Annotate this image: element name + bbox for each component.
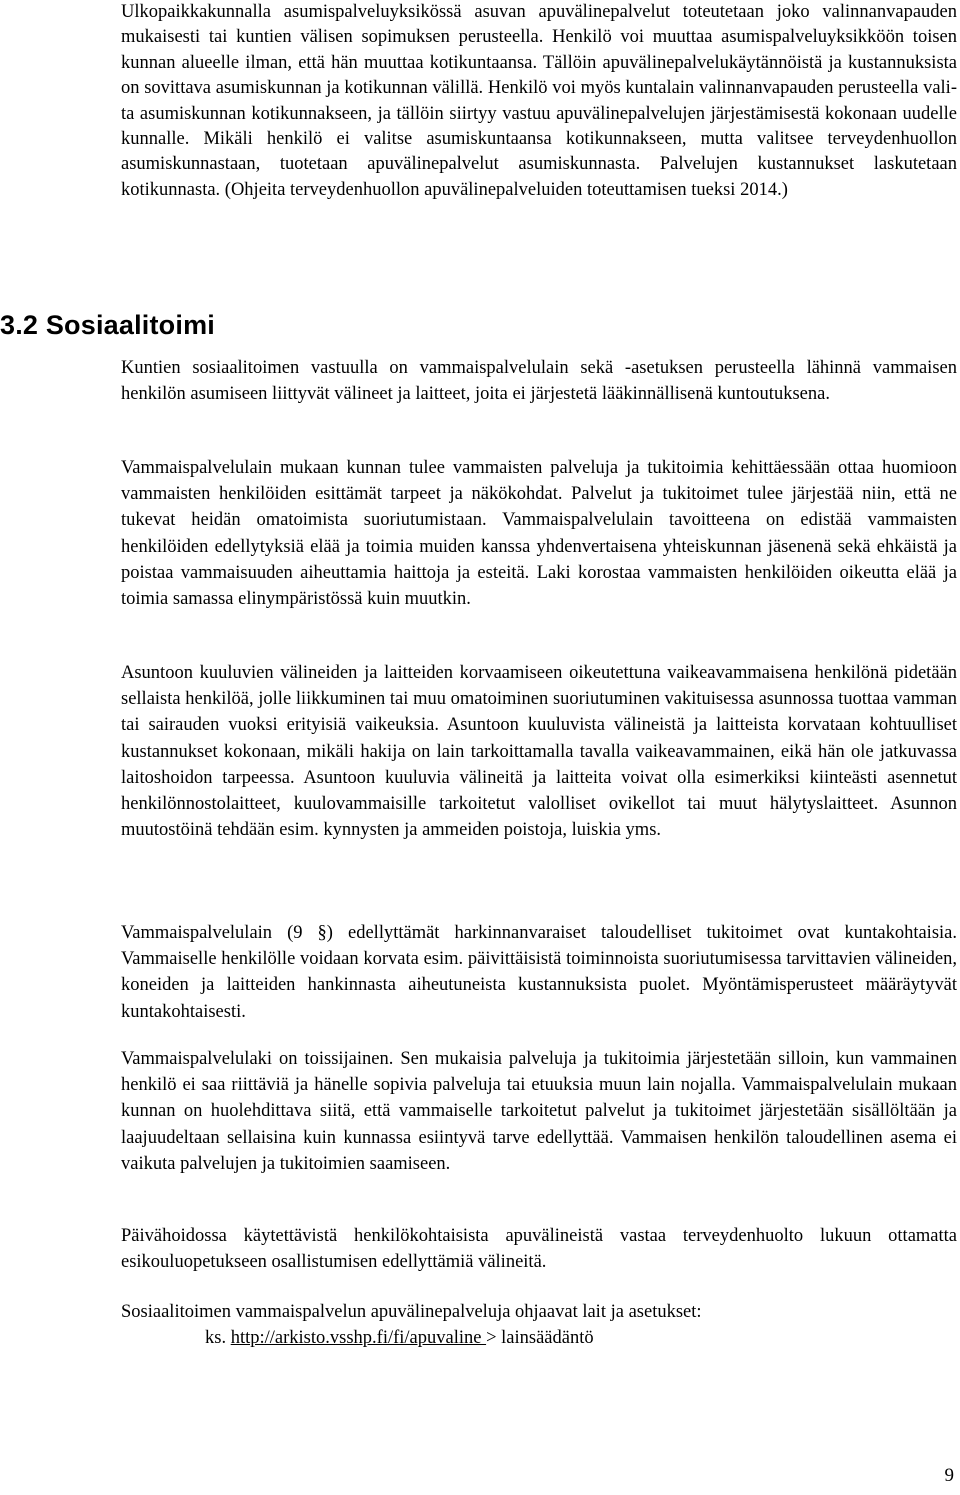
paragraph-2: Vammaispalvelulain mukaan kunnan tulee vammaisten palveluja ja tukitoimia kehittäessään ottaa huomioon vammaisten henkilöiden esittämät tarpeet ja näkökohdat. Palvelut ja tukitoimet tulee järjestää niin, että ne tukevat heidän omatoimista suoriutumistaan. Vammaispalvelulain tavoitteena on edistää vammaisten henkilöiden edellytyksiä elää ja toimia muiden kanssa yhdenvertaisena yhteiskunnan jäsenenä sekä ehkäistä ja poistaa vammaisuuden aiheuttamia haittoja ja esteitä. Laki korostaa vammaisten henkilöiden oikeutta elää ja toimia samassa elinympäristössä kuin muutkin. bbox=[121, 458, 957, 610]
reference-line bbox=[205, 1325, 594, 1351]
section-heading: 3.2 Sosiaalitoimi bbox=[0, 310, 215, 340]
closing-line: Sosiaalitoimen vammaispalvelun apuvälinepalveluja ohjaavat lait ja asetukset: bbox=[121, 1302, 702, 1322]
intro-paragraph: Ulkopaikkakunnalla asumispalveluyksikössä asuvan apuvälinepalvelut toteutetaan joko valinnanvapauden mukaisesti tai kuntien välisen sopimuksen perusteella. Henkilö voi muuttaa asumispalveluyksikköön toisen kunnan alueelle ilman, että hän muuttaa kotikuntaansa. Tällöin apuvälinepalvelukäytännöistä ja kustannuksista on sovittava asumiskunnan ja kotikunnan välillä. Henkilö voi myös kuntalain valinnanvapauden perusteella valita asumiskunnan kotikunnakseen, ja tällöin siirtyy vastuu apuvälinepalvelujen järjestämisestä kokonaan uudelle kunnalle. Mikäli henkilö ei valitse asumiskuntaansa kotikunnakseen, mutta valitsee terveydenhuollon asumiskunnastaan, tuotetaan apuvälinepalvelut asumiskunnasta. Palvelujen kustannukset laskutetaan kotikunnasta. (Ohjeita terveydenhuollon apuvälinepalveluiden toteuttamisen tueksi 2014.) bbox=[121, 2, 957, 200]
apuvaline-link[interactable]: http://arkisto.vsshp.fi/fi/apuvaline bbox=[230, 1328, 487, 1348]
page-number: 9 bbox=[944, 1465, 954, 1486]
paragraph-6: Päivähoidossa käytettävistä henkilökohtaisista apuvälineistä vastaa terveydenhuolto lukuun ottamatta esikouluopetukseen osallistumisen edellyttämiä välineitä. bbox=[121, 1226, 957, 1273]
paragraph-3: Asuntoon kuuluvien välineiden ja laitteiden korvaamiseen oikeutettuna vaikeavammaisena henkilönä pidetään sellaista henkilöä, jolle liikkuminen tai muu omatoiminen suoriutuminen vakituisessa asunnossa tuottaa vamman tai sairauden vuoksi erityisiä vaikeuksia. Asuntoon kuuluvista välineistä ja laitteista korvataan kohtuulliset kustannukset kokonaan, mikäli hakija on lain tarkoittamalla tavalla vaikeavammainen, eikä hän ole jatkuvassa laitoshoidon tarpeessa. Asuntoon kuuluvia välineitä ja laitteita voivat olla esimerkiksi kiinteästi asennetut henkilönnostolaitteet, kuulovammaisille tarkoitetut valolliset ovikellot tai muut hälytyslaitteet. Asunnon muutostöinä tehdään esim. kynnysten ja ammeiden poistoja, luiskia yms. bbox=[121, 663, 957, 841]
paragraph-4: Vammaispalvelulain (9 §) edellyttämät harkinnanvaraiset taloudelliset tukitoimet ovat kuntakohtaisia. Vammaiselle henkilölle voidaan korvata esim. päivittäisistä toiminnoista suoriutumisessa tarvittavien välineiden, koneiden ja laitteiden hankinnasta aiheutuneista kustannuksista puolet. Myöntämisperusteet määräytyvät kuntakohtaisesti. bbox=[121, 923, 957, 1022]
paragraph-5: Vammaispalvelulaki on toissijainen. Sen mukaisia palveluja ja tukitoimia järjestetään silloin, kun vammainen henkilö ei saa riittäviä ja hänelle sopivia palveluja tai etuuksia muun lain nojalla. Vammaispalvelulain mukaan kunnan on huolehdittava siitä, että vammaiselle tarkoitetut palvelut ja tukitoimet järjestetään sisällöltään ja laajuudeltaan sellaisina kuin kunnassa esiintyvä tarve edellyttää. Vammaisen henkilön taloudellinen asema ei vaikuta palvelujen ja tukitoimien saamiseen. bbox=[121, 1049, 957, 1174]
link-suffix: > lainsäädäntö bbox=[486, 1328, 594, 1348]
paragraph-1: Kuntien sosiaalitoimen vastuulla on vammaispalvelulain sekä -asetuksen perusteella lähinnä vammaisen henkilön asumiseen liittyvät välineet ja laitteet, joita ei järjestetä lääkinnällisenä kuntoutuksena. bbox=[121, 358, 957, 405]
link-prefix: ks. bbox=[205, 1328, 231, 1348]
